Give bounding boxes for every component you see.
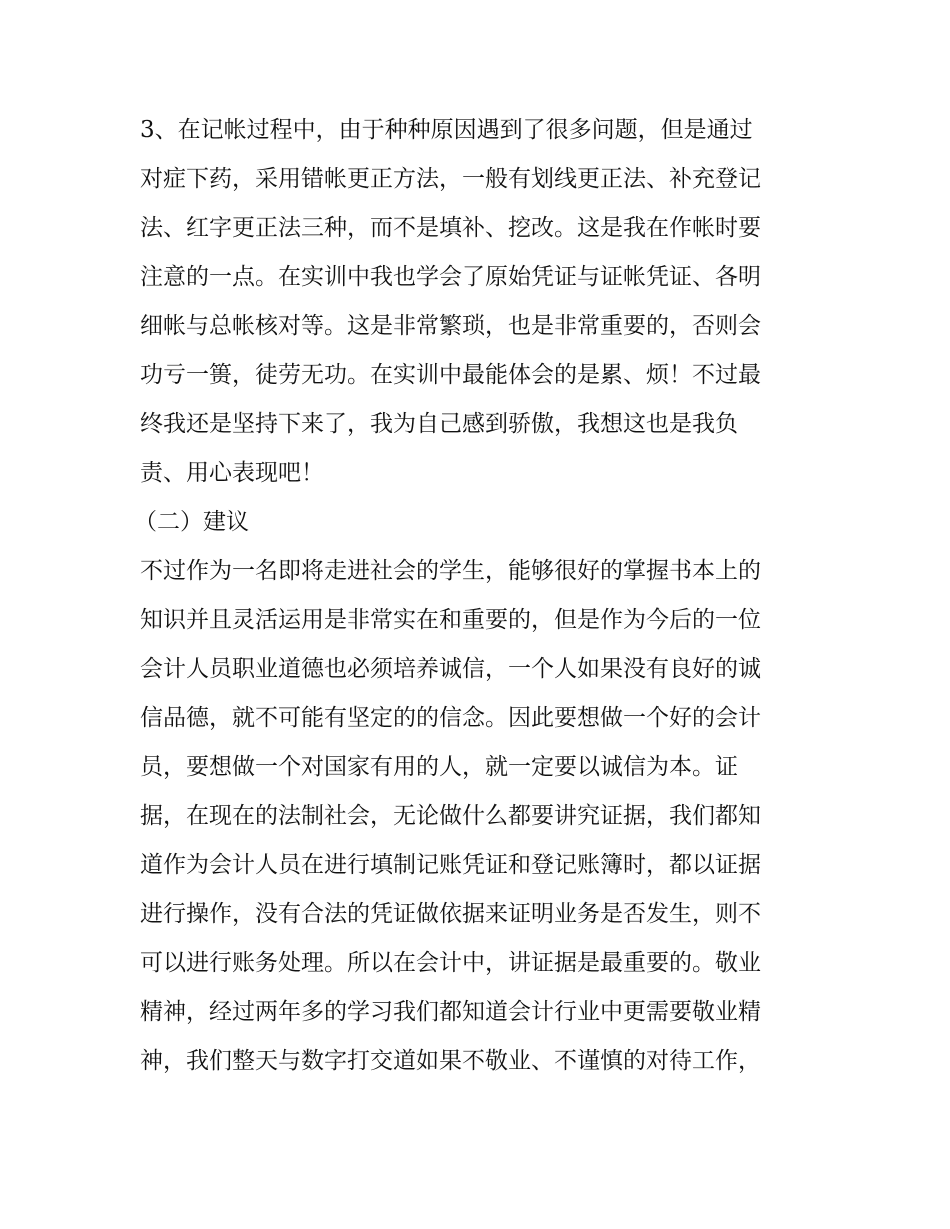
paragraph-1-line: 法、红字更正法三种，而不是填补、挖改。这是我在作帐时要: [140, 215, 761, 241]
paragraph-1-line: 功亏一篑，徒劳无功。在实训中最能体会的是累、烦！不过最: [140, 362, 761, 388]
paragraph-2-line: 进行操作，没有合法的凭证做依据来证明业务是否发生，则不: [140, 901, 761, 927]
paragraph-2-line: 据，在现在的法制社会，无论做什么都要讲究证据，我们都知: [140, 803, 761, 829]
paragraph-1-line: 细帐与总帐核对等。这是非常繁琐，也是非常重要的，否则会: [140, 313, 761, 339]
paragraph-1-line: 终我还是坚持下来了，我为自己感到骄傲，我想这也是我负: [140, 411, 738, 437]
section-heading: （二）建议: [134, 509, 249, 535]
paragraph-1-line: 3、在记帐过程中，由于种种原因遇到了很多问题，但是通过: [140, 117, 753, 143]
paragraph-2-line: 员，要想做一个对国家有用的人，就一定要以诚信为本。证: [140, 754, 738, 780]
paragraph-2-line: 精神，经过两年多的学习我们都知道会计行业中更需要敬业精: [140, 999, 761, 1025]
paragraph-2-line: 信品德，就不可能有坚定的的信念。因此要想做一个好的会计: [140, 705, 761, 731]
paragraph-2-line: 知识并且灵活运用是非常实在和重要的，但是作为今后的一位: [140, 607, 761, 633]
paragraph-2-line: 可以进行账务处理。所以在会计中，讲证据是最重要的。敬业: [140, 950, 761, 976]
paragraph-2-line: 神，我们整天与数字打交道如果不敬业、不谨慎的对待工作，: [140, 1048, 761, 1074]
document-body: [134, 106, 820, 1086]
paragraph-1-line: 责、用心表现吧！: [140, 460, 324, 486]
paragraph-2-line: 不过作为一名即将走进社会的学生，能够很好的掌握书本上的: [140, 558, 761, 584]
paragraph-2-line: 会计人员职业道德也必须培养诚信，一个人如果没有良好的诚: [140, 656, 761, 682]
paragraph-2: [140, 547, 820, 1086]
paragraph-2-line: 道作为会计人员在进行填制记账凭证和登记账簿时，都以证据: [140, 852, 761, 878]
paragraph-1-line: 注意的一点。在实训中我也学会了原始凭证与证帐凭证、各明: [140, 264, 761, 290]
paragraph-1-line: 对症下药，采用错帐更正方法，一般有划线更正法、补充登记: [140, 166, 761, 192]
paragraph-1: [140, 106, 820, 498]
